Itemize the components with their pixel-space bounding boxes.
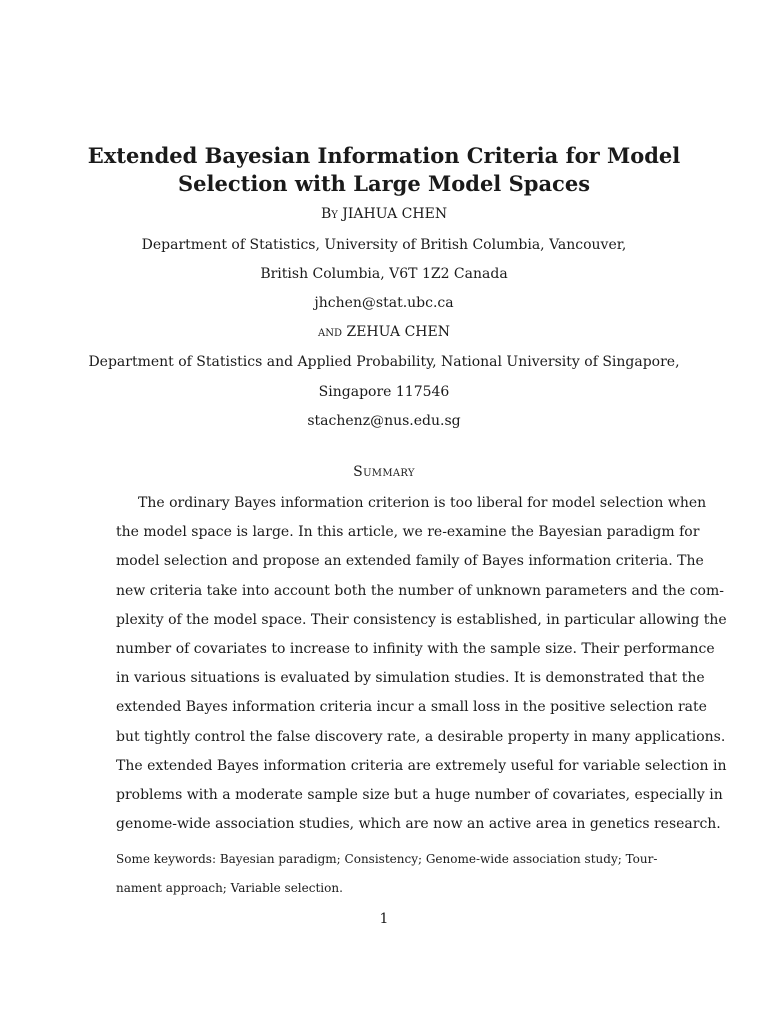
title-line: Extended Bayesian Information Criteria for Model bbox=[87, 143, 681, 168]
abstract-line: new criteria take into account both the number of unknown parameters and the com- bbox=[116, 582, 724, 599]
keywords-line: nament approach; Variable selection. bbox=[116, 881, 343, 895]
author1-affiliation-line: Department of Statistics, University of British Columbia, Vancouver, bbox=[141, 237, 627, 253]
abstract-body bbox=[116, 489, 727, 839]
abstract-line: model selection and propose an extended family of Bayes information criteria. The bbox=[116, 553, 704, 570]
abstract-line: in various situations is evaluated by simulation studies. It is demonstrated that the bbox=[116, 670, 705, 687]
author1-email: jhchen@stat.ubc.ca bbox=[314, 295, 454, 311]
author1-affiliation-line: British Columbia, V6T 1Z2 Canada bbox=[260, 266, 508, 282]
keywords-line: Some keywords: Bayesian paradigm; Consistency; Genome-wide association study; Tour- bbox=[116, 852, 658, 866]
author1-byline bbox=[40, 205, 728, 223]
abstract-line: genome-wide association studies, which are now an active area in genetics research. bbox=[116, 816, 721, 833]
and-prefix: and bbox=[318, 324, 343, 340]
abstract-line: The extended Bayes information criteria are extremely useful for variable selection in bbox=[116, 757, 727, 774]
abstract-line: extended Bayes information criteria incur a small loss in the positive selection rate bbox=[116, 699, 707, 716]
author2-name: ZEHUA CHEN bbox=[346, 324, 450, 340]
keywords-block bbox=[116, 845, 656, 903]
abstract-line: but tightly control the false discovery rate, a desirable property in many applications. bbox=[116, 728, 726, 745]
author2-byline bbox=[40, 323, 728, 341]
abstract-line: The ordinary Bayes information criterion is too liberal for model selection when bbox=[138, 495, 707, 511]
author2-affiliation-line: Department of Statistics and Applied Probability, National University of Singapore, bbox=[88, 354, 680, 370]
title-line: Selection with Large Model Spaces bbox=[177, 171, 591, 196]
byline-prefix: By bbox=[320, 206, 338, 222]
page-number: 1 bbox=[379, 911, 389, 927]
abstract-line: problems with a moderate sample size but a huge number of covariates, especially in bbox=[116, 786, 723, 803]
paper-title bbox=[60, 142, 708, 198]
author1-name: JIAHUA CHEN bbox=[342, 206, 448, 222]
summary-heading: Summary bbox=[353, 464, 415, 480]
author2-email: stachenz@nus.edu.sg bbox=[307, 413, 461, 429]
author2-affiliation-line: Singapore 117546 bbox=[318, 384, 450, 400]
abstract-line: number of covariates to increase to infinity with the sample size. Their performance bbox=[116, 640, 715, 657]
abstract-line: plexity of the model space. Their consistency is established, in particular allowing the bbox=[116, 611, 727, 628]
abstract-line: the model space is large. In this article, we re-examine the Bayesian paradigm for bbox=[116, 524, 700, 541]
